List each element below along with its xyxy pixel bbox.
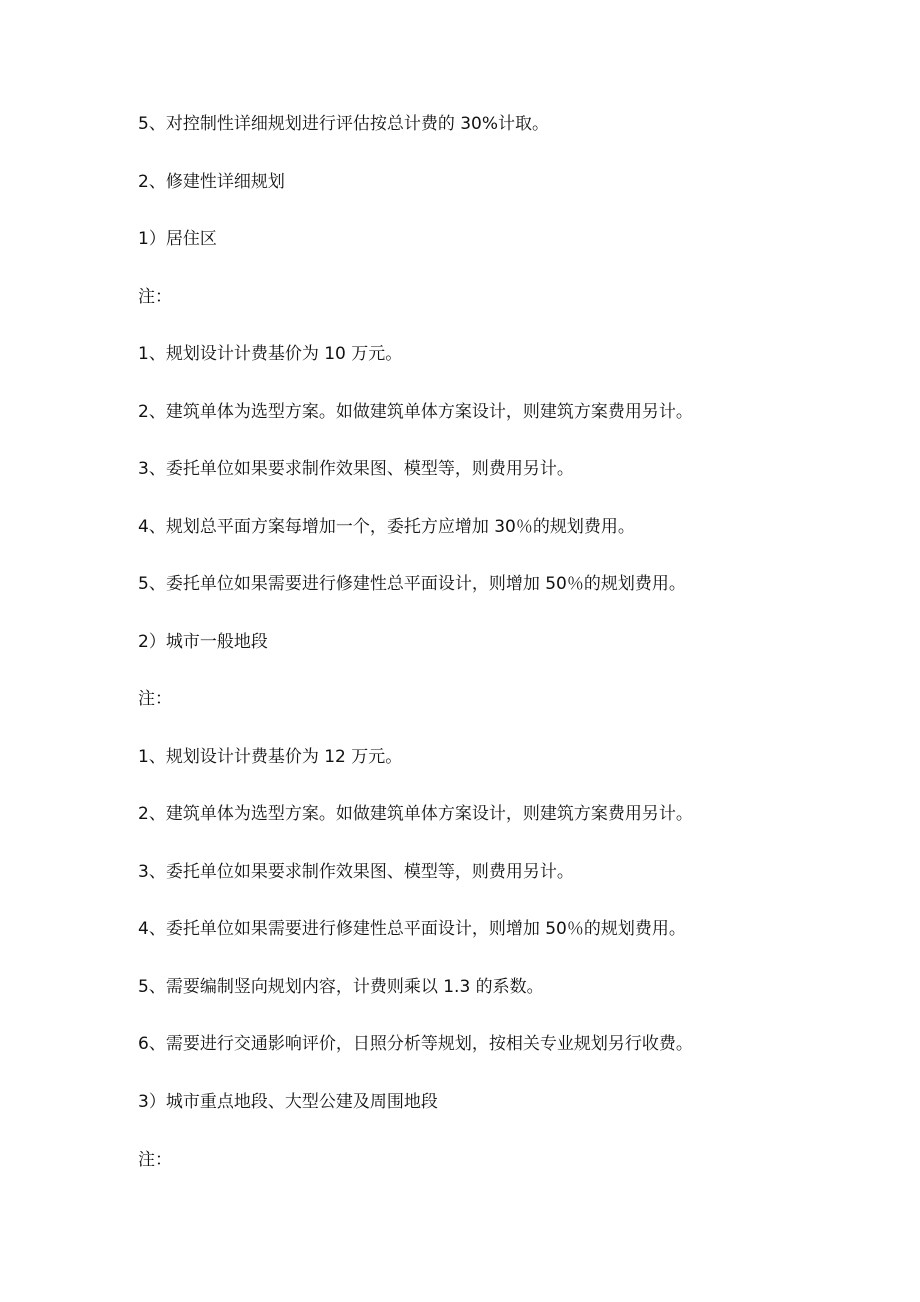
note-item: 2、建筑单体为选型方案。如做建筑单体方案设计，则建筑方案费用另计。 (138, 402, 693, 422)
paragraph-evaluation-fee: 5、对控制性详细规划进行评估按总计费的 30%计取。 (138, 114, 550, 134)
note-item: 6、需要进行交通影响评价，日照分析等规划，按相关专业规划另行收费。 (138, 1034, 693, 1054)
note-item: 5、委托单位如果需要进行修建性总平面设计，则增加 50％的规划费用。 (138, 574, 686, 594)
note-item: 3、委托单位如果要求制作效果图、模型等，则费用另计。 (138, 862, 574, 882)
note-item: 3、委托单位如果要求制作效果图、模型等，则费用另计。 (138, 459, 574, 479)
note-item: 4、规划总平面方案每增加一个，委托方应增加 30％的规划费用。 (138, 517, 635, 537)
note-item: 5、需要编制竖向规划内容，计费则乘以 1.3 的系数。 (138, 977, 544, 997)
section-heading-constructive-plan: 2、修建性详细规划 (138, 172, 285, 192)
subsection-heading-general-area: 2）城市一般地段 (138, 632, 268, 652)
note-item: 4、委托单位如果需要进行修建性总平面设计，则增加 50％的规划费用。 (138, 919, 686, 939)
note-label: 注： (138, 1150, 172, 1170)
note-item: 2、建筑单体为选型方案。如做建筑单体方案设计，则建筑方案费用另计。 (138, 804, 693, 824)
note-label: 注： (138, 689, 172, 709)
subsection-heading-key-area: 3）城市重点地段、大型公建及周围地段 (138, 1092, 438, 1112)
note-item: 1、规划设计计费基价为 12 万元。 (138, 747, 403, 767)
note-label: 注： (138, 287, 172, 307)
subsection-heading-residential: 1）居住区 (138, 229, 217, 249)
note-item: 1、规划设计计费基价为 10 万元。 (138, 344, 403, 364)
